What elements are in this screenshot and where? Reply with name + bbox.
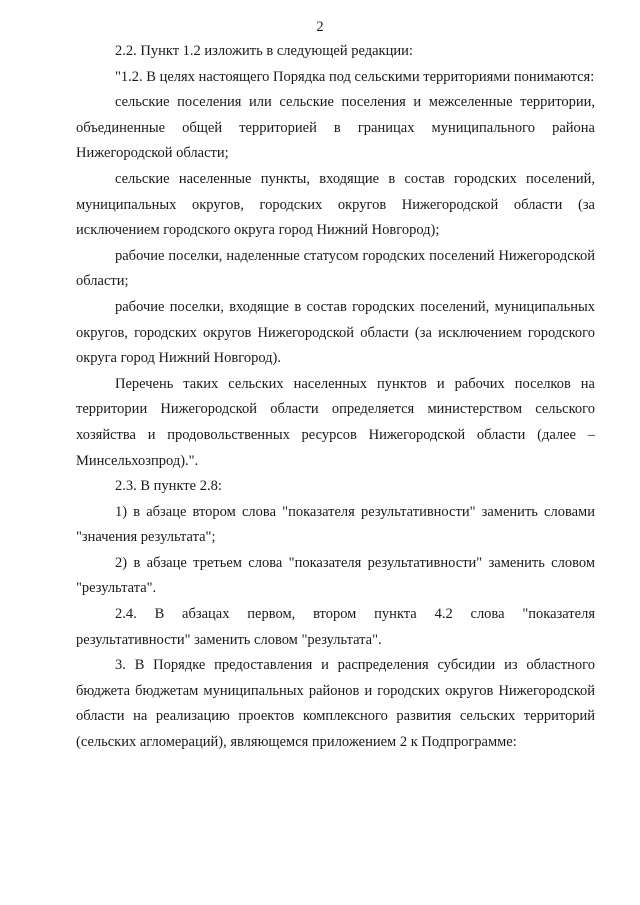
paragraph-3: 3. В Порядке предоставления и распределения субсидии из областного бюджета бюджетам муниципальных районов и городских округов Нижегородской области на реализацию проектов комплексного развития сельских территорий (сельских агломераций), являющемся приложением 2 к Подпрограмме: [76, 657, 595, 751]
paragraph-2-3: 2.3. В пункте 2.8: [115, 478, 222, 495]
paragraph-2-3-item-2: 2) в абзаце третьем слова "показателя результативности" заменить словом "результата". [76, 554, 595, 597]
paragraph-work-settlements-status: рабочие поселки, наделенные статусом городских поселений Нижегородской области; [76, 247, 595, 290]
paragraph-2-4: 2.4. В абзацах первом, втором пункта 4.2 слова "показателя результативности" заменить словом "результата". [76, 606, 595, 648]
paragraph-2-3-item-1: 1) в абзаце втором слова "показателя результативности" заменить словами "значения результата"; [76, 503, 595, 546]
paragraph-list-definition: Перечень таких сельских населенных пунктов и рабочих поселков на территории Нижегородской области определяется министерством сельского хозяйства и продовольственных ресурсов Нижегородской области (далее – Минсельхозпрод).". [76, 375, 595, 469]
paragraph-work-settlements-included: рабочие поселки, входящие в состав городских поселений, муниципальных округов, городских округов Нижегородской области (за исключением городского округа город Нижний Новгород). [76, 298, 595, 367]
paragraph-2-2: 2.2. Пункт 1.2 изложить в следующей редакции: [115, 43, 413, 59]
page-number: 2 [316, 19, 324, 35]
document-body [76, 39, 595, 756]
paragraph-rural-localities: сельские населенные пункты, входящие в состав городских поселений, муниципальных округов, городских округов Нижегородской области (за исключением городского округа город Нижний Новгород); [76, 170, 595, 239]
paragraph-1-2-intro: "1.2. В целях настоящего Порядка под сельскими территориями понимаются: [115, 68, 595, 85]
paragraph-rural-settlements: сельские поселения или сельские поселения и межселенные территории, объединенные общей территорией в границах муниципального района Нижегородской области; [76, 94, 595, 162]
